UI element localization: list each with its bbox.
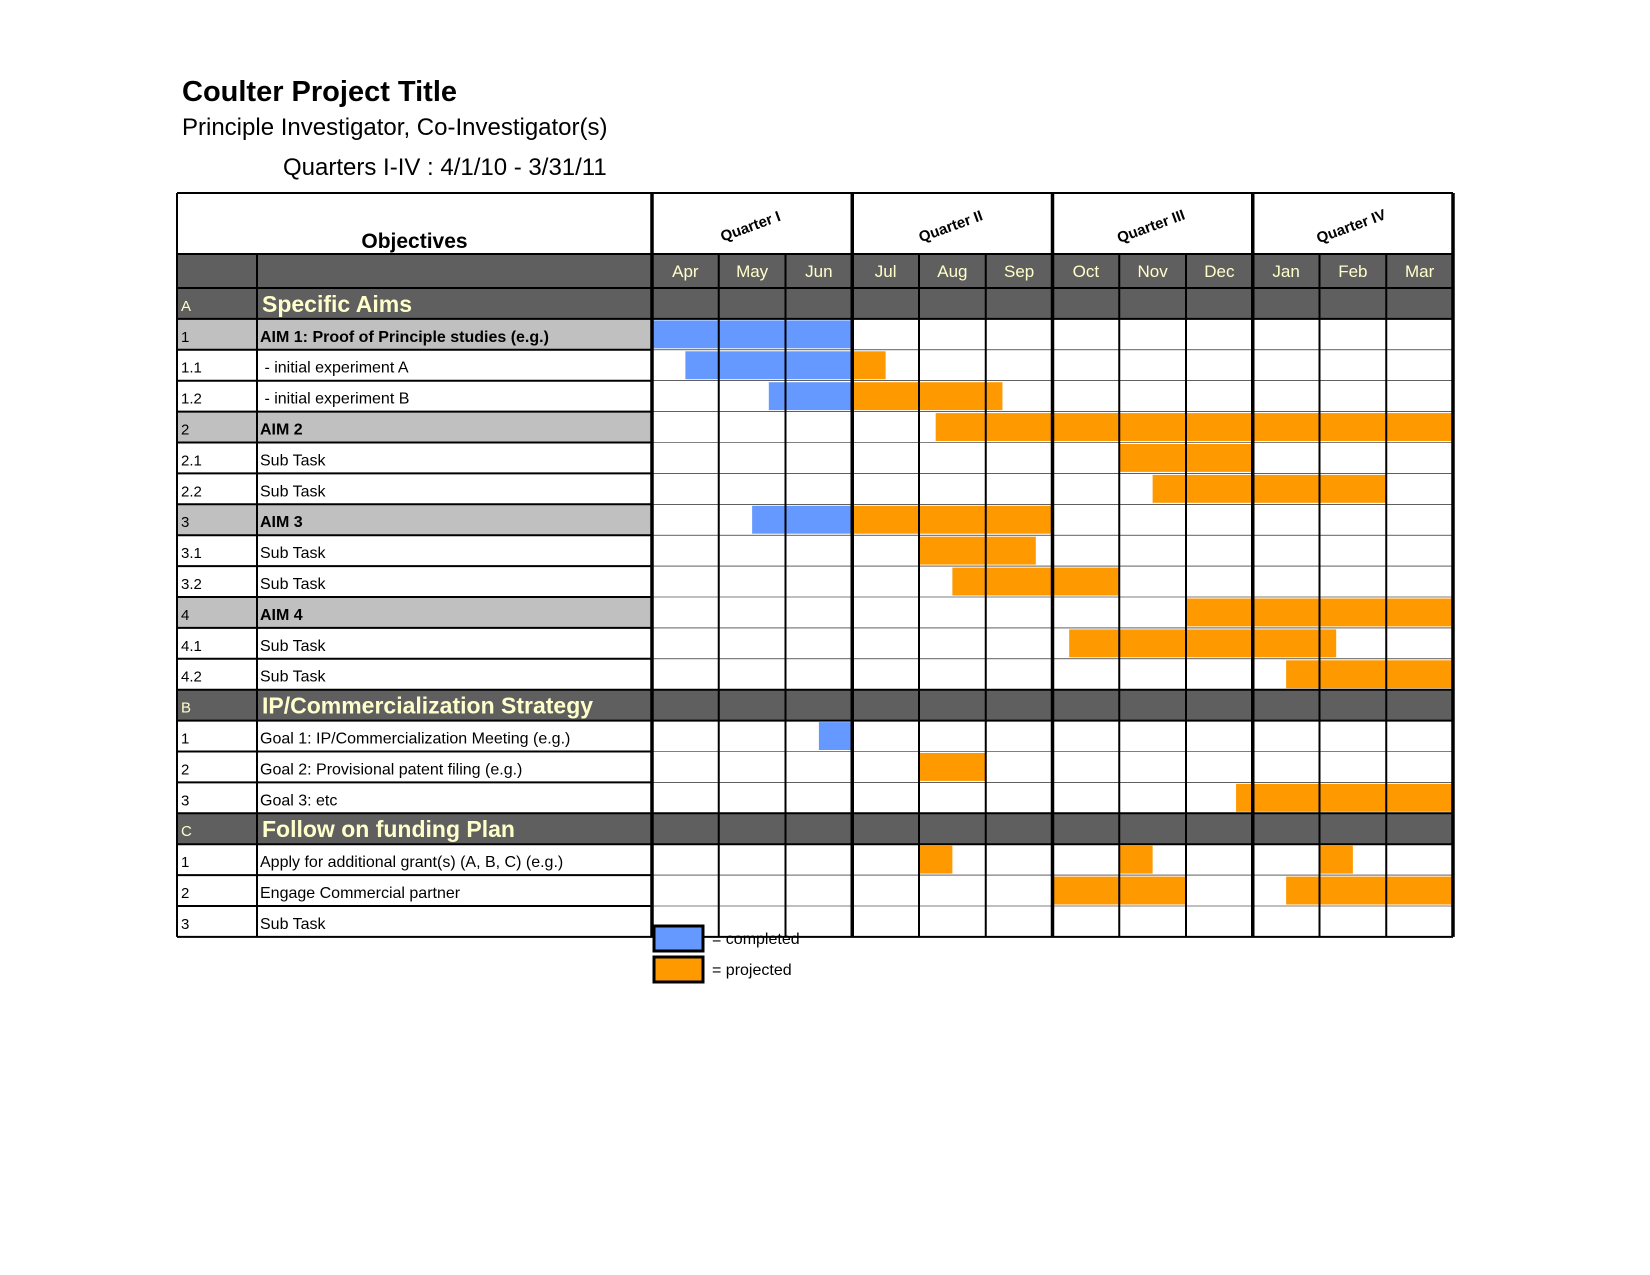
gantt-bar-projected <box>852 351 885 379</box>
row-id: 4 <box>181 606 190 624</box>
date-range: Quarters I-IV : 4/1/10 - 3/31/11 <box>283 154 607 181</box>
month-label: Mar <box>1404 262 1435 281</box>
month-label: Sep <box>1004 262 1035 281</box>
month-label: Jul <box>874 262 897 281</box>
row-label: Goal 2: Provisional patent filing (e.g.) <box>260 761 523 779</box>
row-label: Sub Task <box>260 915 326 933</box>
section-id: A <box>181 297 192 315</box>
row-id: 2 <box>181 885 190 902</box>
gantt-bar-completed <box>752 506 852 534</box>
gantt-bar-projected <box>852 382 1002 410</box>
gantt-bar-completed <box>685 351 852 379</box>
row-id: 1.2 <box>181 390 202 408</box>
row-id: 1 <box>181 328 190 346</box>
gantt-bar-projected <box>1320 846 1353 874</box>
aim-row-bg <box>177 597 652 628</box>
page-title: Coulter Project Title <box>182 76 458 108</box>
legend-label: = projected <box>712 962 792 979</box>
row-label: Sub Task <box>260 637 326 655</box>
row-id: 3.2 <box>181 576 202 593</box>
gantt-bar-completed <box>769 382 852 410</box>
row-id: 2 <box>181 761 190 779</box>
gantt-bar-projected <box>1069 629 1336 657</box>
quarter-label: Quarter I <box>718 208 783 246</box>
row-label: AIM 2 <box>260 421 303 439</box>
gantt-bar-completed <box>819 722 852 750</box>
legend-swatch-completed <box>654 926 703 951</box>
row-id: 4.2 <box>181 668 202 686</box>
row-label: Apply for additional grant(s) (A, B, C) (e.g.) <box>260 854 564 872</box>
month-label: Apr <box>672 262 699 281</box>
objectives-header: Objectives <box>361 230 468 253</box>
gantt-bar-projected <box>852 506 1052 534</box>
quarter-label: Quarter II <box>916 207 986 247</box>
row-label: Sub Task <box>260 545 326 563</box>
row-id: 3 <box>181 514 190 532</box>
gantt-bar-projected <box>1153 475 1387 503</box>
row-label: AIM 3 <box>260 514 303 532</box>
gantt-bar-projected <box>936 413 1453 441</box>
aim-row-bg <box>177 504 652 535</box>
row-label: Goal 3: etc <box>260 792 338 810</box>
gantt-bar-projected <box>919 537 1036 565</box>
gantt-bar-projected <box>1286 660 1453 688</box>
row-id: 3.1 <box>181 545 202 563</box>
row-id: 3 <box>181 792 190 810</box>
month-label: Oct <box>1072 262 1100 281</box>
row-label: - initial experiment A <box>260 359 409 377</box>
section-title: IP/Commercialization Strategy <box>262 692 594 719</box>
aim-row-bg <box>177 412 652 443</box>
gantt-bar-projected <box>919 846 952 874</box>
legend-label: = completed <box>712 931 800 948</box>
quarter-label: Quarter III <box>1114 206 1188 247</box>
row-label: Sub Task <box>260 452 326 470</box>
month-label: Feb <box>1338 262 1368 281</box>
row-id: 1 <box>181 854 190 872</box>
section-title: Follow on funding Plan <box>262 816 515 843</box>
row-id: 1.1 <box>181 359 202 377</box>
row-label: Engage Commercial partner <box>260 885 461 902</box>
month-label: Jun <box>805 262 833 281</box>
row-label: AIM 1: Proof of Principle studies (e.g.) <box>260 328 549 346</box>
row-label: Sub Task <box>260 668 326 686</box>
gantt-bar-completed <box>652 320 852 348</box>
row-label: Sub Task <box>260 483 326 501</box>
month-label: Nov <box>1137 262 1168 281</box>
month-label: Dec <box>1204 262 1235 281</box>
row-id: 3 <box>181 915 190 933</box>
row-id: 2.2 <box>181 483 202 501</box>
section-title: Specific Aims <box>262 290 412 317</box>
gantt-bar-projected <box>1236 784 1453 812</box>
section-id: C <box>181 823 192 841</box>
row-label: - initial experiment B <box>260 390 410 408</box>
gantt-bar-projected <box>952 568 1119 596</box>
quarter-label: Quarter IV <box>1314 206 1389 248</box>
row-label: AIM 4 <box>260 606 303 624</box>
month-label: Jan <box>1272 262 1300 281</box>
row-id: 1 <box>181 730 190 748</box>
month-label: May <box>736 262 769 281</box>
row-id: 4.1 <box>181 637 202 655</box>
row-label: Sub Task <box>260 576 326 593</box>
gantt-bar-projected <box>1119 846 1152 874</box>
legend-swatch-projected <box>654 957 703 982</box>
row-id: 2 <box>181 421 190 439</box>
month-label: Aug <box>937 262 968 281</box>
row-id: 2.1 <box>181 452 202 470</box>
page-subtitle: Principle Investigator, Co-Investigator(s) <box>182 114 608 141</box>
row-label: Goal 1: IP/Commercialization Meeting (e.g.) <box>260 730 571 748</box>
section-id: B <box>181 699 192 717</box>
gantt-bar-projected <box>1286 877 1453 905</box>
gantt-bar-projected <box>919 753 986 781</box>
